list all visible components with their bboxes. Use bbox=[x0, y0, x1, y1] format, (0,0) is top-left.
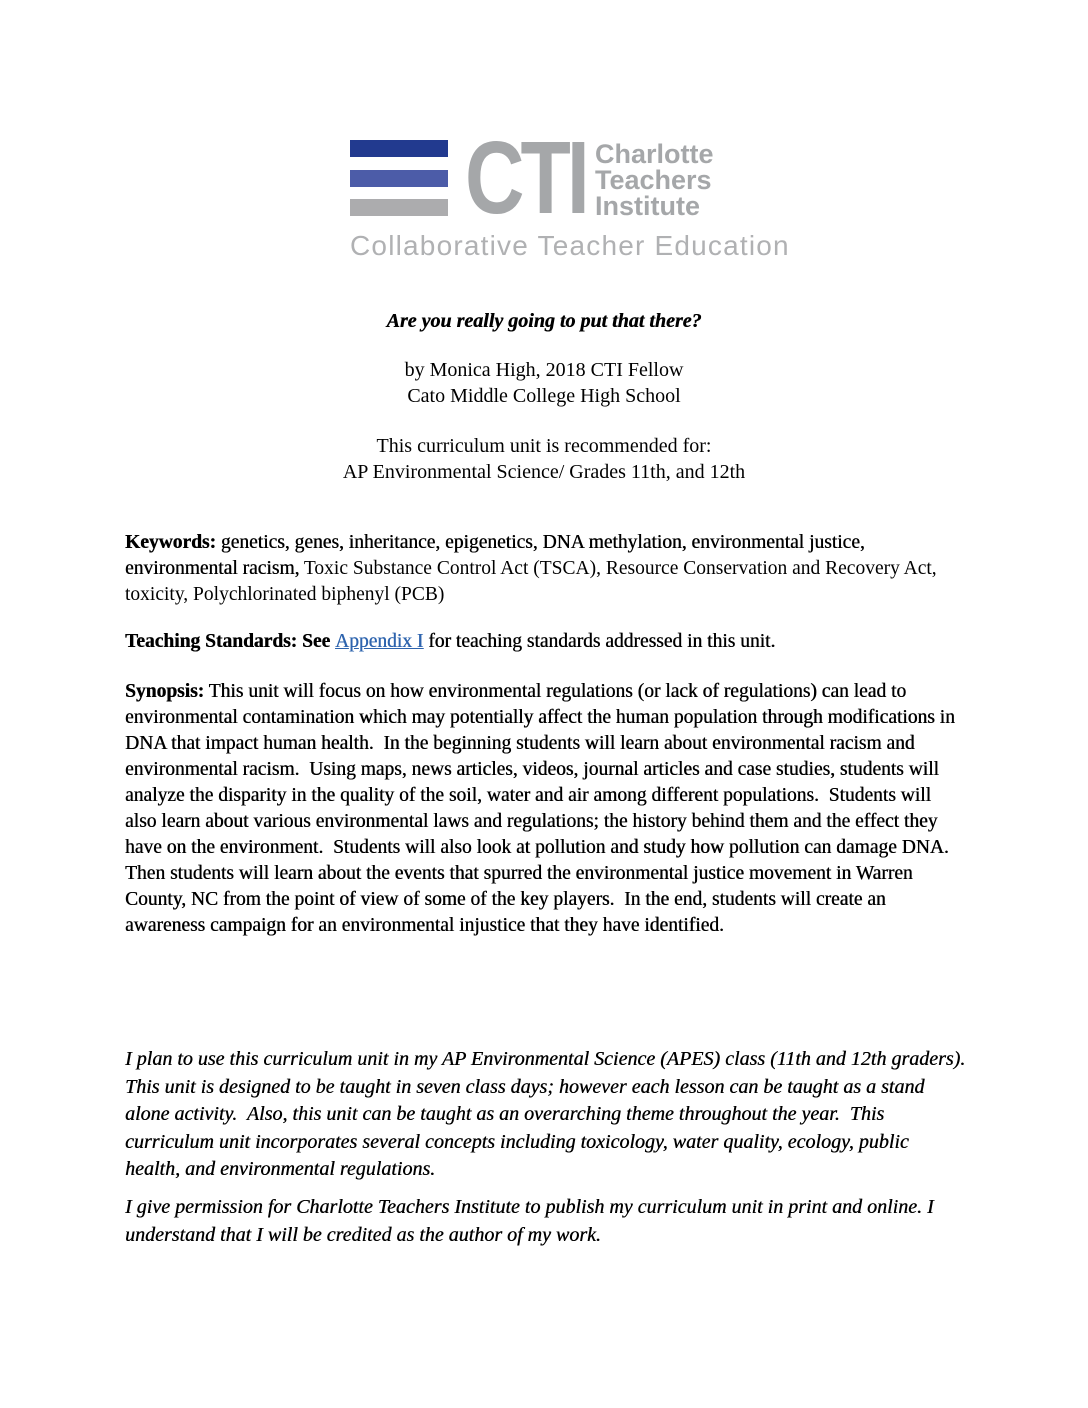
school-line: Cato Middle College High School bbox=[407, 385, 681, 407]
recommendation-block bbox=[0, 433, 1088, 485]
teaching-standards-label: Teaching Standards: See bbox=[125, 631, 336, 652]
teaching-standards-rest: for teaching standards addressed in this unit. bbox=[423, 631, 776, 652]
synopsis-label: Synopsis: bbox=[125, 681, 205, 702]
logo-name-line-institute: Institute bbox=[595, 191, 700, 221]
cti-logo bbox=[350, 120, 790, 262]
keywords-light-text: Toxic Substance Control Act (TSCA), Resource Conservation and Recovery Act, toxicity, Polychlorinated biphenyl (PCB) bbox=[125, 558, 942, 605]
synopsis-paragraph bbox=[125, 679, 967, 939]
logo-name bbox=[595, 141, 714, 219]
appendix-link[interactable]: Appendix I bbox=[335, 631, 424, 652]
logo-name-line-charlotte: Charlotte bbox=[595, 139, 714, 169]
byline-block bbox=[0, 357, 1088, 409]
teaching-standards-paragraph bbox=[125, 629, 967, 655]
logo-bar-dark-blue bbox=[350, 140, 448, 157]
recommended-intro: This curriculum unit is recommended for: bbox=[376, 435, 712, 457]
logo-bar-medium-blue bbox=[350, 170, 448, 187]
recommended-for: AP Environmental Science/ Grades 11th, and 12th bbox=[342, 461, 746, 483]
logo-bar-gray bbox=[350, 199, 448, 216]
author-line: by Monica High, 2018 CTI Fellow bbox=[404, 359, 684, 381]
logo-tagline: Collaborative Teacher Education bbox=[350, 230, 790, 261]
synopsis-text: This unit will focus on how environmental regulations (or lack of regulations) can lead to environmental contamination which may potentially affect the human population through modifications in DNA that impact human health. In the beginning students will learn about environmental racism and environmental racism. Using maps, news articles, videos, journal articles and case studies, students will analyze the disparity in the quality of the soil, water and air among different populations. Students will also learn about various environmental laws and regulations; the history behind them and the effect they have on the environment. Students will also look at pollution and study how pollution can damage DNA. Then students will learn about the events that spurred the environmental justice movement in Warren County, NC from the point of view of some of the key players. In the end, students will create an awareness campaign for an environmental injustice that they have identified. bbox=[125, 681, 960, 936]
keywords-dark-text: genetics, genes, inheritance, epigenetics, DNA methylation, environmental justice, environmental racism, bbox=[125, 532, 870, 579]
plan-paragraph: I plan to use this curriculum unit in my AP Environmental Science (APES) class (11th and 12th graders). This unit is designed to be taught in seven class days; however each lesson can be taught as a stand alone activity. Also, this unit can be taught as an overarching theme throughout the year. This curriculum unit incorporates several concepts including toxicology, water quality, ecology, public health, and environmental regulations. bbox=[125, 1048, 976, 1180]
logo-acronym: CTI bbox=[465, 120, 586, 235]
logo-bars-icon bbox=[350, 140, 448, 216]
cti-logo-top bbox=[350, 120, 790, 235]
logo-acronym-wrap bbox=[465, 120, 595, 235]
keywords-paragraph bbox=[125, 530, 967, 608]
logo-name-line-teachers: Teachers bbox=[595, 165, 712, 195]
keywords-label: Keywords: bbox=[125, 532, 216, 553]
permission-paragraph: I give permission for Charlotte Teachers Institute to publish my curriculum unit in print and online. I understand that I will be credited as the author of my work. bbox=[125, 1196, 939, 1246]
page-title: Are you really going to put that there? bbox=[386, 310, 702, 332]
